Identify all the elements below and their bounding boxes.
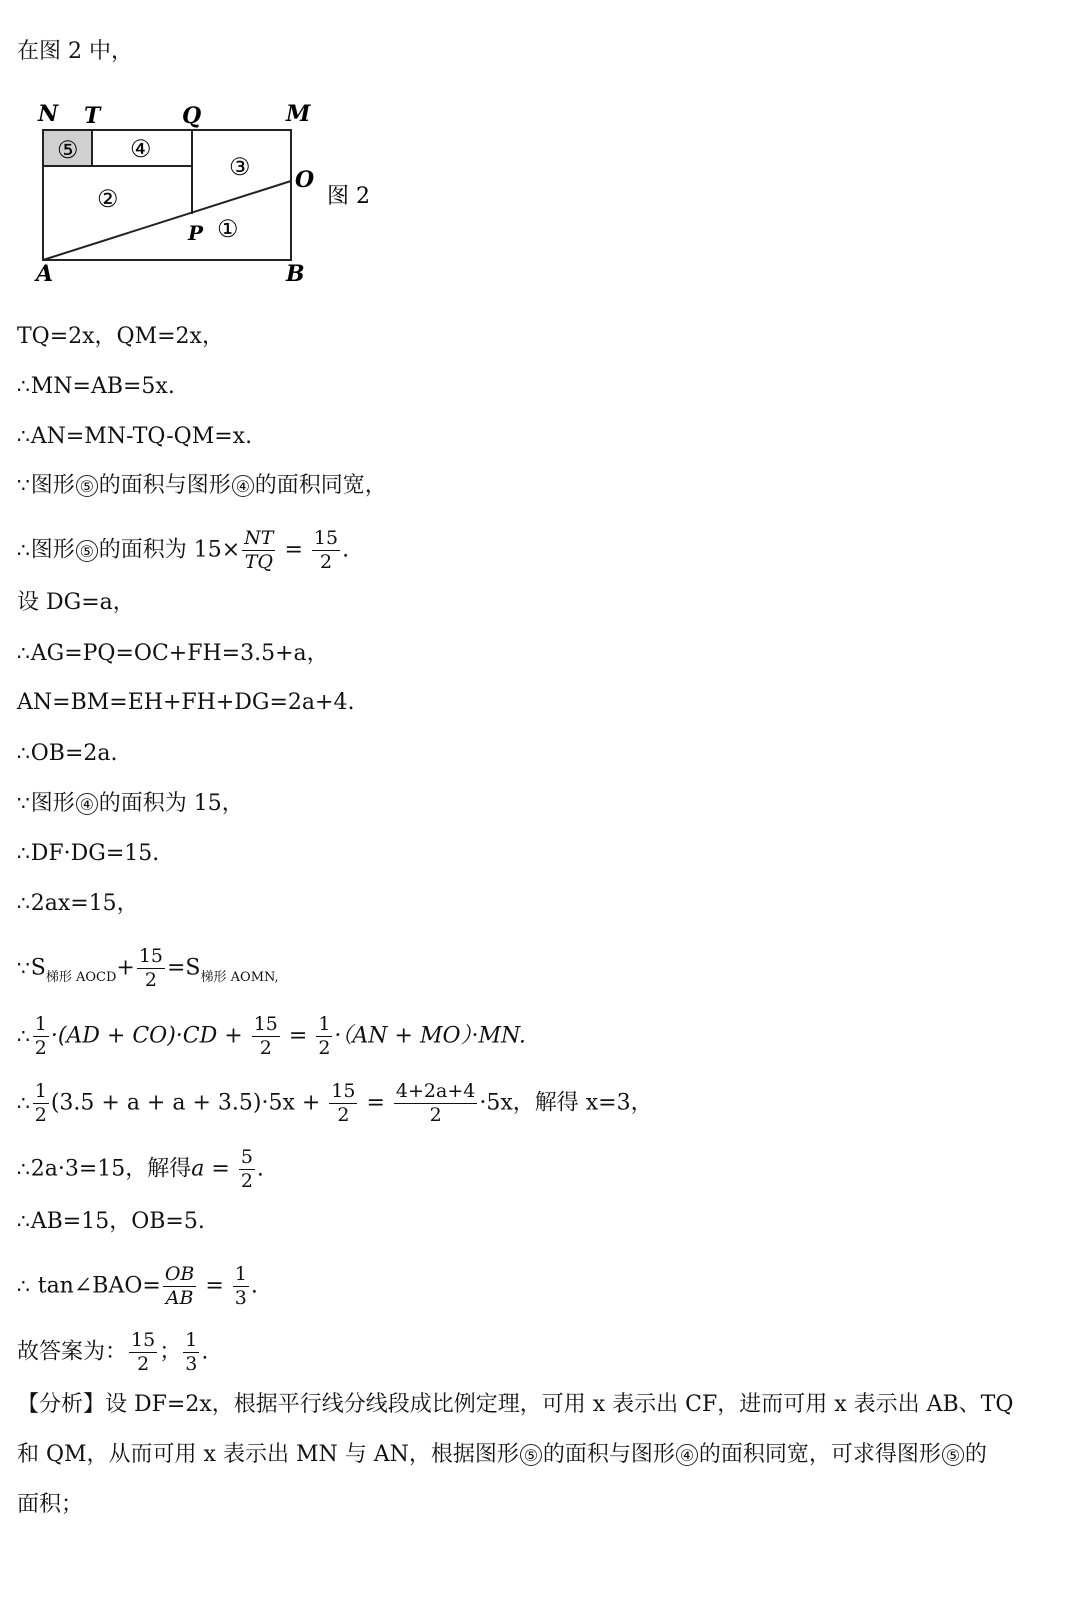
line-7: ∴AG=PQ=OC+FH=3.5+a，: [17, 641, 329, 666]
circle-4: ④: [232, 475, 254, 497]
point-label-Q: Q: [182, 103, 202, 129]
line-5: ∴图形 ⑤ 的面积为 15× $\frac{NT}{TQ}$ = $\frac{15}{2}$ .: [17, 527, 350, 573]
fraction-1-3: $\frac{1}{3}$: [185, 1329, 198, 1375]
line-8: AN=BM=EH+FH+DG=2a+4.: [17, 690, 355, 715]
circle-5: ⑤: [76, 540, 98, 562]
point-label-O: O: [295, 167, 315, 193]
fraction-1-3: $\frac{1}{3}$: [234, 1263, 247, 1309]
line-12: ∴2ax=15，: [17, 891, 139, 916]
analysis-line-1: 【分析】设 DF=2x，根据平行线分线段成比例定理，可用 x 表示出 CF，进而可用 x 表示出 AB、TQ: [17, 1392, 1014, 1417]
fraction-5-2: $\frac{5}{2}$: [240, 1146, 253, 1192]
region-label-2: ②: [97, 185, 119, 213]
line-9: ∴OB=2a.: [17, 741, 118, 766]
line-4: ∵图形 ⑤ 的面积与图形 ④ 的面积同宽，: [17, 473, 387, 498]
circle-5: ⑤: [942, 1444, 964, 1466]
point-label-N: N: [38, 101, 59, 127]
fraction-15-2: $\frac{15}{2}$: [253, 1013, 278, 1059]
region-label-5: ⑤: [57, 136, 79, 164]
point-label-M: M: [286, 101, 311, 127]
point-label-A: A: [36, 261, 54, 287]
analysis-paragraph: [17, 1380, 1047, 1530]
point-label-T: T: [84, 103, 101, 129]
line-11: ∴DF·DG=15.: [17, 841, 160, 866]
line-1: TQ=2x，QM=2x，: [17, 324, 224, 349]
line-16: ∴2a·3=15，解得a = $\frac{5}{2}$ .: [17, 1146, 264, 1192]
analysis-line-2: 和 QM，从而可用 x 表示出 MN 与 AN，根据图形 ⑤ 的面积与图形 ④ 的面积同宽，可求得图形 ⑤ 的: [17, 1442, 987, 1467]
fraction-15-2: $\frac{15}{2}$: [313, 527, 339, 573]
region-label-4: ④: [130, 135, 152, 163]
line-ao: [43, 181, 291, 260]
fraction-nt-tq: $\frac{NT}{TQ}$: [244, 527, 274, 573]
line-6: 设 DG=a，: [17, 590, 135, 615]
region-label-1: ①: [217, 215, 239, 243]
intro-line: 在图 2 中，: [17, 39, 133, 64]
circle-5: ⑤: [520, 1444, 542, 1466]
line-13: $\because S_{梯形 AOCD}+$ $\frac{15}{2}$ $=S_{梯形 AOMN,}$: [17, 945, 279, 991]
fraction-1-2: $\frac{1}{2}$: [318, 1013, 331, 1059]
fraction-4-2a-4-over-2: $\frac{4+2a+4}{2}$: [395, 1080, 476, 1126]
fraction-1-2: $\frac{1}{2}$: [34, 1080, 47, 1126]
line-15: ∴ $\frac{1}{2}$ (3.5 + a + a + 3.5)·5x + $\frac{15}{2}$ = $\frac{4+2a+4}{2}$ ·5x，解得 x=3，: [17, 1080, 653, 1126]
line-17: ∴AB=15，OB=5.: [17, 1209, 205, 1234]
region-label-3: ③: [229, 153, 251, 181]
circle-5: ⑤: [76, 475, 98, 497]
circle-4: ④: [76, 793, 98, 815]
fraction-15-2: $\frac{15}{2}$: [138, 945, 163, 991]
figure-caption: 图 2: [327, 184, 370, 209]
fraction-15-2: $\frac{15}{2}$: [331, 1080, 356, 1126]
line-14: ∴ $\frac{1}{2}$ ·(AD + CO)·CD + $\frac{15}{2}$ = $\frac{1}{2}$ ·（AN + MO）·MN.: [17, 1013, 526, 1059]
line-19-answer: 故答案为： $\frac{15}{2}$ ； $\frac{1}{3}$ .: [17, 1329, 209, 1375]
fraction-ob-ab: $\frac{OB}{AB}$: [164, 1263, 195, 1309]
circle-4: ④: [676, 1444, 698, 1466]
analysis-line-3: 面积；: [17, 1492, 84, 1517]
point-label-P: P: [188, 221, 204, 245]
line-3: ∴AN=MN-TQ-QM=x.: [17, 424, 253, 449]
line-10: ∵图形 ④ 的面积为 15，: [17, 791, 244, 816]
line-18: ∴ tan∠BAO= $\frac{OB}{AB}$ = $\frac{1}{3}$ .: [17, 1263, 258, 1309]
point-label-B: B: [286, 261, 305, 287]
figure-2: [22, 95, 402, 295]
fraction-15-2: $\frac{15}{2}$: [131, 1329, 156, 1375]
fraction-1-2: $\frac{1}{2}$: [34, 1013, 47, 1059]
line-2: ∴MN=AB=5x.: [17, 374, 175, 399]
